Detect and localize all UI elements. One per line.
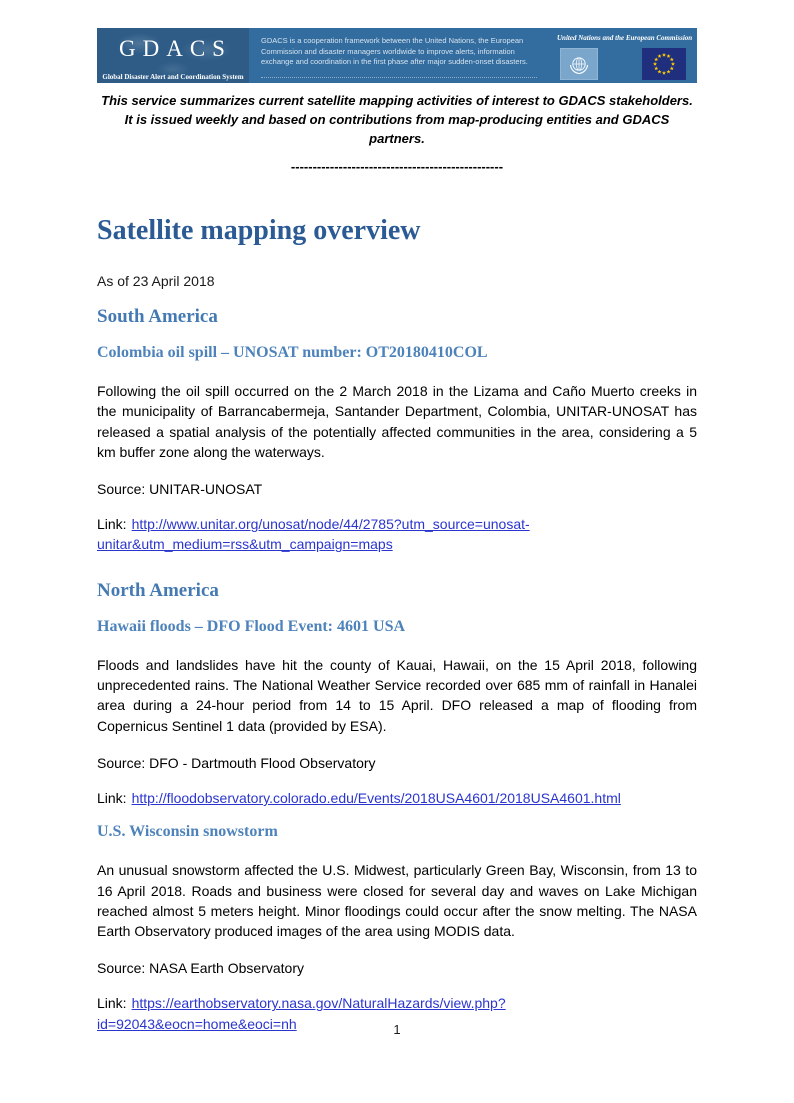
- banner-description-panel: [249, 28, 549, 83]
- section-heading-north-america: North America: [97, 579, 219, 601]
- source-line-dfo: Source: DFO - Dartmouth Flood Observatory: [97, 754, 376, 771]
- page-number: 1: [393, 1022, 401, 1037]
- source-line-nasa: Source: NASA Earth Observatory: [97, 960, 304, 977]
- entry-body-hawaii-floods: Floods and landslides have hit the county of Kauai, Hawaii, on the 15 April 2018, following unprecedented rains. The National Weather Service recorded over 685 mm of rainfall in Hanalei area during a 24-hour period from 14 to 15 April. DFO released a map of flooding from Copernicus Sentinel 1 data (provided by ESA).: [97, 656, 697, 734]
- link-line-unitar: [97, 514, 697, 555]
- link-line-dfo: [97, 788, 697, 808]
- dashed-separator: -------------------------------------------------: [290, 159, 504, 174]
- gdacs-logo-text: GDACS: [119, 36, 232, 61]
- banner-partners-panel: [549, 28, 697, 83]
- entry-title-wisconsin-snowstorm: U.S. Wisconsin snowstorm: [97, 823, 278, 841]
- partner-flags: [557, 48, 689, 80]
- eu-flag-icon: [642, 48, 686, 80]
- entry-body-colombia-oil-spill: Following the oil spill occurred on the 2 March 2018 in the Lizama and Caño Muerto creeks in the municipality of Barrancabermeja, Santander Department, Colombia, UNITAR-UNOSAT has released a spatial analysis of the potentially affected communities in the area, considering a 5 km buffer zone along the waterways.: [97, 383, 697, 460]
- gdacs-header-banner: [97, 28, 697, 83]
- as-of-date: As of 23 April 2018: [97, 273, 215, 289]
- link-label: Link:: [97, 789, 127, 806]
- banner-description: GDACS is a cooperation framework between the United Nations, the European Commission and disaster managers worldwide to improve alerts, information exchange and coordination in the first phase after major sudden-onset disasters.: [261, 36, 528, 66]
- link-label: Link:: [97, 995, 127, 1012]
- entry-title-colombia-oil-spill: Colombia oil spill – UNOSAT number: OT20180410COL: [97, 344, 488, 361]
- entry-title-hawaii-floods: Hawaii floods – DFO Flood Event: 4601 USA: [97, 617, 406, 635]
- entry-body-wisconsin-snowstorm: An unusual snowstorm affected the U.S. Midwest, particularly Green Bay, Wisconsin, from 13 to 16 April 2018. Roads and business were closed for several day and waves on Lake Michigan reached almost 5 meters height. Minor floodings could occur after the snow melting. The NASA Earth Observatory produced images of the area using MODIS data.: [97, 862, 697, 940]
- gdacs-logo: [97, 28, 249, 83]
- page-title: Satellite mapping overview: [97, 215, 421, 246]
- section-heading-south-america: South America: [97, 306, 218, 327]
- flood-observatory-link[interactable]: http://floodobservatory.colorado.edu/Events/2018USA4601/2018USA4601.html: [131, 789, 621, 806]
- partners-caption: United Nations and the European Commission: [557, 34, 693, 42]
- banner-dotted-divider: [261, 77, 537, 78]
- link-label: Link:: [97, 516, 127, 533]
- unitar-unosat-link[interactable]: http://www.unitar.org/unosat/node/44/2785?utm_source=unosat-unitar&utm_medium=rss&utm_campaign=maps: [97, 516, 530, 553]
- nasa-earth-observatory-link[interactable]: https://earthobservatory.nasa.gov/NaturalHazards/view.php?id=92043&eocn=home&eoci=nh: [97, 995, 506, 1032]
- un-emblem-icon: [560, 48, 598, 80]
- service-summary-text: This service summarizes current satellite mapping activities of interest to GDACS stakeholders. It is issued weekly and based on contributions from map-producing entities and GDACS partners.: [101, 93, 693, 146]
- source-line-unitar-unosat: Source: UNITAR-UNOSAT: [97, 481, 263, 498]
- gdacs-logo-tagline: Global Disaster Alert and Coordination System: [102, 73, 244, 81]
